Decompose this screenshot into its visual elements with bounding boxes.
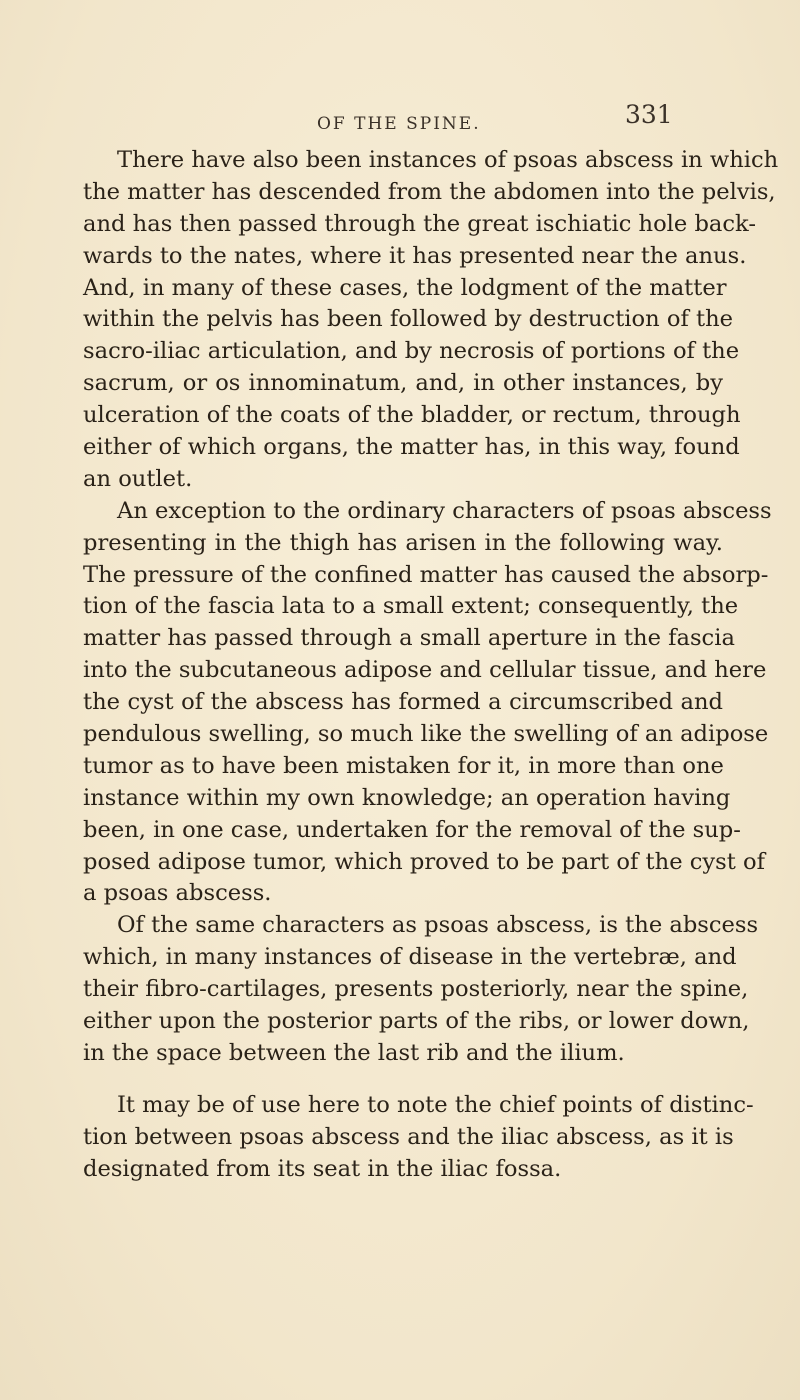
text-line: An exception to the ordinary characters of psoas abscess	[117, 497, 772, 524]
text-line: sacrum, or os innominatum, and, in other instances, by	[83, 370, 723, 397]
text-line: instance within my own knowledge; an operation having	[83, 784, 731, 811]
text-line: and has then passed through the great ischiatic hole back-	[83, 210, 756, 237]
text-line: The pressure of the confined matter has caused the absorp-	[83, 561, 769, 588]
text-line: either upon the posterior parts of the ribs, or lower down,	[83, 1008, 750, 1035]
text-line: And, in many of these cases, the lodgment of the matter	[83, 274, 727, 301]
text-line: in the space between the last rib and the ilium.	[83, 1039, 625, 1066]
running-head: OF THE SPINE.	[317, 114, 481, 134]
text-line: the cyst of the abscess has formed a circumscribed and	[83, 689, 723, 716]
paragraph-3	[83, 910, 759, 1069]
text-line: ulceration of the coats of the bladder, or rectum, through	[83, 402, 741, 429]
text-line: Of the same characters as psoas abscess, is the abscess	[117, 912, 759, 939]
text-line: presenting in the thigh has arisen in the following way.	[83, 529, 723, 556]
text-line: within the pelvis has been followed by destruction of the	[83, 306, 733, 333]
text-line: a psoas abscess.	[83, 880, 272, 907]
paragraph-4	[83, 1090, 754, 1186]
text-line: There have also been instances of psoas abscess in which	[117, 147, 779, 173]
text-line: into the subcutaneous adipose and cellular tissue, and here	[83, 657, 767, 684]
text-line: been, in one case, undertaken for the removal of the sup-	[83, 816, 741, 843]
paragraph-2	[83, 496, 772, 911]
text-line: the matter has descended from the abdomen into the pelvis,	[83, 178, 776, 205]
text-line: matter has passed through a small aperture in the fascia	[83, 625, 735, 652]
paragraph-spacer	[83, 1070, 723, 1090]
page-number: 331	[625, 100, 673, 129]
body-text	[83, 145, 779, 1186]
text-line: either of which organs, the matter has, in this way, found	[83, 434, 740, 461]
text-line: designated from its seat in the iliac fossa.	[83, 1155, 562, 1182]
text-line: which, in many instances of disease in the vertebræ, and	[83, 944, 737, 971]
text-line: It may be of use here to note the chief points of distinc-	[117, 1091, 754, 1118]
text-line: their fibro-cartilages, presents posteriorly, near the spine,	[83, 976, 749, 1003]
text-line: tion between psoas abscess and the iliac abscess, as it is	[83, 1123, 734, 1150]
text-line: an outlet.	[83, 465, 193, 492]
text-line: tumor as to have been mistaken for it, in more than one	[83, 752, 724, 779]
paragraph-1	[83, 145, 779, 496]
text-line: wards to the nates, where it has presented near the anus.	[83, 242, 747, 269]
text-line: tion of the fascia lata to a small extent; consequently, the	[83, 593, 739, 620]
text-line: posed adipose tumor, which proved to be part of the cyst of	[83, 848, 765, 875]
text-line: sacro-iliac articulation, and by necrosis of portions of the	[83, 338, 740, 365]
text-line: pendulous swelling, so much like the swelling of an adipose	[83, 721, 769, 748]
